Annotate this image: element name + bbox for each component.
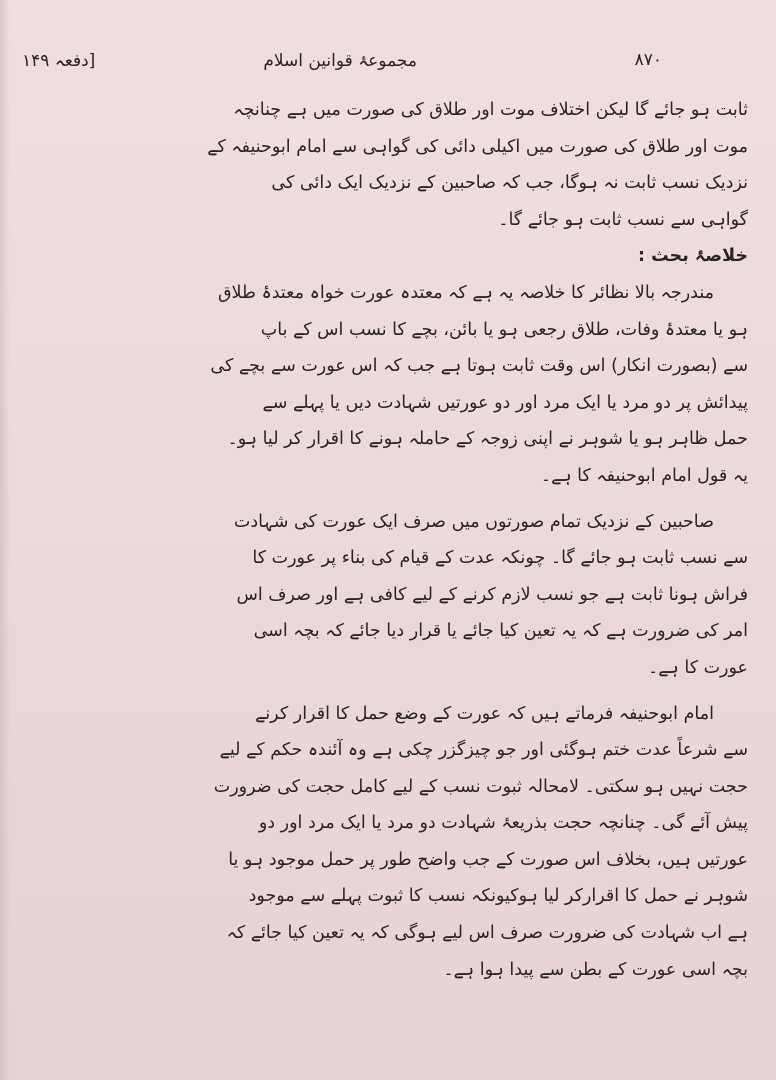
running-title: مجموعۂ قوانین اسلام <box>263 51 417 71</box>
section-reference: [دفعہ ۱۴۹ <box>22 51 96 71</box>
text-line: شوہر نے حمل کا اقرارکر لیا ہوکیونکہ نسب کا ثبوت پہلے سے موجود <box>248 886 748 907</box>
page-body <box>28 92 748 988</box>
text-line: عورت کا ہے۔ <box>648 657 748 678</box>
text-line: ثابت ہو جائے گا لیکن اختلاف موت اور طلاق کی صورت میں ہے چنانچہ <box>233 100 748 120</box>
text-line: صاحبین کے نزدیک تمام صورتوں میں صرف ایک عورت کی شہادت <box>233 511 714 532</box>
text-line: بچہ اسی عورت کے بطن سے پیدا ہوا ہے۔ <box>443 959 748 980</box>
text-line: حمل ظاہر ہو یا شوہر نے اپنی زوجہ کے حاملہ ہونے کا اقرار کر لیا ہو۔ <box>227 429 748 450</box>
paragraph-3 <box>28 504 748 687</box>
paragraph-2 <box>28 275 748 495</box>
text-line: پیش آئے گی۔ چنانچہ حجت بذریعۂ شہادت دو مرد یا ایک مرد اور دو <box>258 813 748 834</box>
page-header <box>22 50 662 80</box>
page-number: ۸۷۰ <box>634 50 662 70</box>
text-line: فراش ہونا ثابت ہے جو نسب لازم کرنے کے لیے کافی ہے اور صرف اس <box>236 584 748 605</box>
text-line: حجت نہیں ہو سکتی۔ لامحالہ ثبوت نسب کے لیے کامل حجت کی ضرورت <box>213 776 748 797</box>
text-line: موت اور طلاق کی صورت میں اکیلی دائی کی گواہی سے امام ابوحنیفہ کے <box>207 136 748 157</box>
text-line: گواہی سے نسب ثابت ہو جائے گا۔ <box>498 209 748 230</box>
section-heading: خلاصۂ بحث : <box>638 246 748 267</box>
text-line: پیدائش پر دو مرد یا ایک مرد اور دو عورتیں شہادت دیں یا پہلے سے <box>262 392 748 413</box>
text-line: سے نسب ثابت ہو جائے گا۔ چونکہ عدت کے قیام کی بناء پر عورت کا <box>252 548 748 569</box>
text-line: سے (بصورت انکار) اس وقت ثابت ہوتا ہے جب کہ اس عورت سے بچے کی <box>210 356 748 377</box>
text-line: عورتیں ہیں، بخلاف اس صورت کے جب واضح طور پر حمل موجود ہو یا <box>228 849 748 870</box>
paragraph-1 <box>28 92 748 238</box>
text-line: یہ قول امام ابوحنیفہ کا ہے۔ <box>540 465 748 486</box>
text-line: امر کی ضرورت ہے کہ یہ تعین کیا جائے یا قرار دیا جائے کہ بچہ اسی <box>253 621 748 642</box>
text-line: ہے اب شہادت کی ضرورت صرف اس لیے ہوگی کہ یہ تعین کیا جائے کہ <box>226 923 748 944</box>
paragraph-4 <box>28 696 748 989</box>
text-line: امام ابوحنیفہ فرماتے ہیں کہ عورت کے وضع حمل کا اقرار کرنے <box>255 703 714 724</box>
text-line: مندرجہ بالا نظائر کا خلاصہ یہ ہے کہ معتدہ عورت خواہ معتدۂ طلاق <box>217 282 714 303</box>
text-line: ہو یا معتدۂ وفات، طلاق رجعی ہو یا بائن، بچے کا نسب اس کے باپ <box>260 319 748 340</box>
spine-shadow <box>0 0 10 1080</box>
text-line: سے شرعاً عدت ختم ہوگئی اور جو چیزگزر چکی ہے وہ آئندہ حکم کے لیے <box>219 740 748 761</box>
text-line: نزدیک نسب ثابت نہ ہوگا، جب کہ صاحبین کے نزدیک ایک دائی کی <box>271 173 748 194</box>
